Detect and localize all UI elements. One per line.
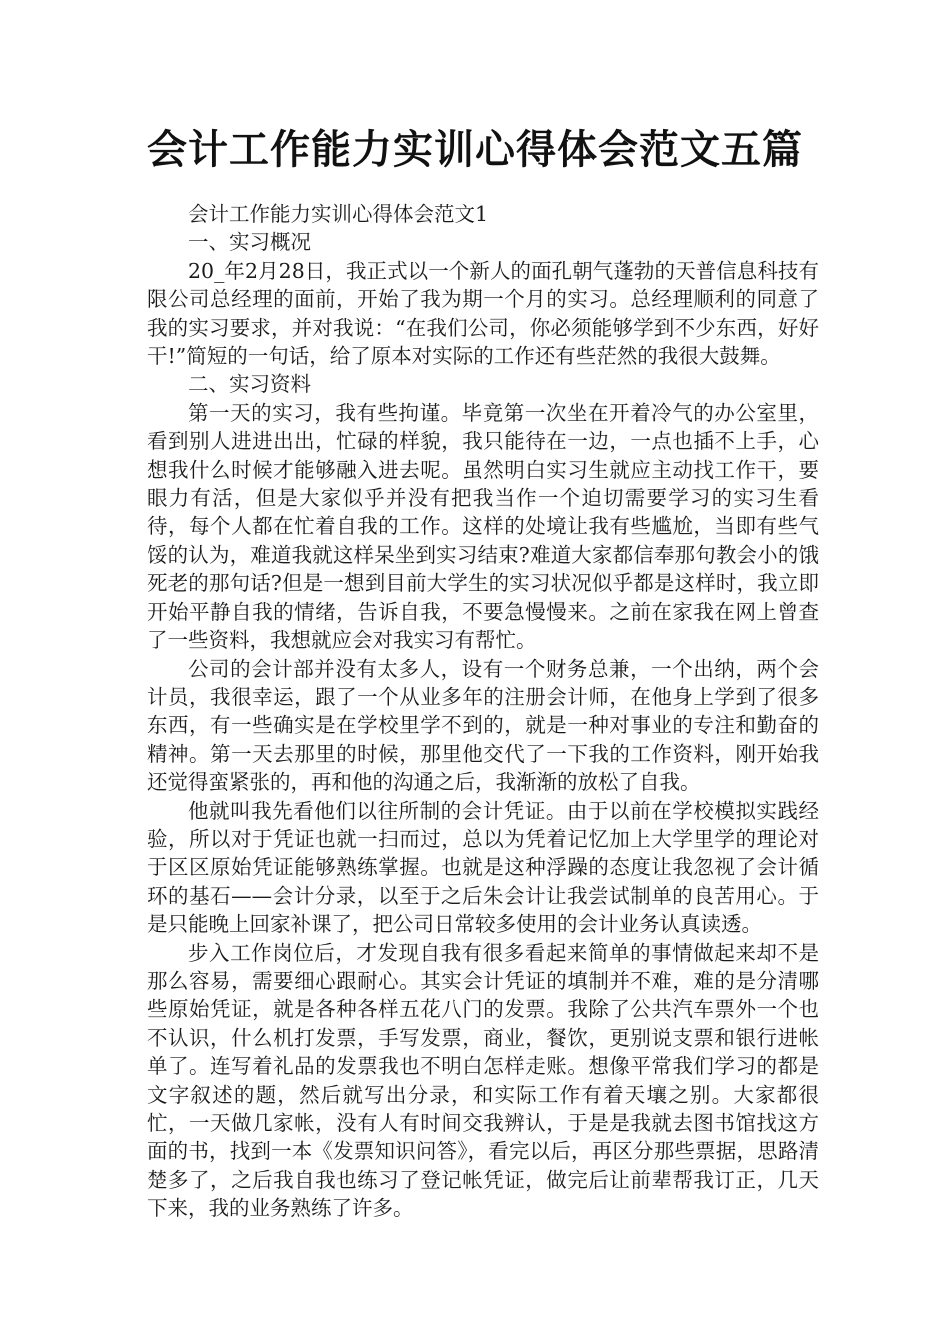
document-body [147, 200, 819, 1223]
paragraph: 公司的会计部并没有太多人，设有一个财务总兼，一个出纳，两个会计员，我很幸运，跟了一个从业多年的注册会计师，在他身上学到了很多东西，有一些确实是在学校里学不到的，就是一种对事业的专注和勤奋的精神。第一天去那里的时候，那里他交代了一下我的工作资料，刚开始我还觉得蛮紧张的，再和他的沟通之后，我渐渐的放松了自我。 [147, 656, 819, 795]
paragraph: 20_年2月28日，我正式以一个新人的面孔朝气蓬勃的天普信息科技有限公司总经理的面前，开始了我为期一个月的实习。总经理顺利的同意了我的实习要求，并对我说：“在我们公司，你必须能够学到不少东西，好好干!”简短的一句话，给了原本对实际的工作还有些茫然的我很大鼓舞。 [147, 258, 819, 369]
section-heading-overview: 一、实习概况 [188, 230, 311, 255]
essay-subtitle: 会计工作能力实训心得体会范文1 [188, 202, 489, 226]
paragraph: 步入工作岗位后，才发现自我有很多看起来简单的事情做起来却不是那么容易，需要细心跟耐心。其实会计凭证的填制并不难，难的是分清哪些原始凭证，就是各种各样五花八门的发票。我除了公共汽车票外一个也不认识，什么机打发票，手写发票，商业，餐饮，更别说支票和银行进帐单了。连写着礼品的发票我也不明白怎样走账。想像平常我们学习的都是文字叙述的题，然后就写出分录，和实际工作有着天壤之别。大家都很忙，一天做几家帐，没有人有时间交我辨认，于是是我就去图书馆找这方面的书，找到一本《发票知识问答》，看完以后，再区分那些票据，思路清楚多了，之后我自我也练习了登记帐凭证，做完后让前辈帮我订正，几天下来，我的业务熟练了许多。 [147, 940, 819, 1221]
paragraph: 第一天的实习，我有些拘谨。毕竟第一次坐在开着冷气的办公室里，看到别人进进出出，忙碌的样貌，我只能待在一边，一点也插不上手，心想我什么时候才能够融入进去呢。虽然明白实习生就应主动找工作干，要眼力有活，但是大家似乎并没有把我当作一个迫切需要学习的实习生看待，每个人都在忙着自我的工作。这样的处境让我有些尴尬，当即有些气馁的认为，难道我就这样呆坐到实习结束?难道大家都信奉那句教会小的饿死老的那句话?但是一想到目前大学生的实习状况似乎都是这样时，我立即开始平静自我的情绪，告诉自我，不要急慢慢来。之前在家我在网上曾查了一些资料，我想就应会对我实习有帮忙。 [147, 400, 819, 653]
page-title: 会计工作能力实训心得体会范文五篇 [147, 127, 803, 173]
paragraph: 他就叫我先看他们以往所制的会计凭证。由于以前在学校模拟实践经验，所以对于凭证也就一扫而过，总以为凭着记忆加上大学里学的理论对于区区原始凭证能够熟练掌握。也就是这种浮躁的态度让我忽视了会计循环的基石——会计分录，以至于之后朱会计让我尝试制单的良苦用心。于是只能晚上回家补课了，把公司日常较多使用的会计业务认真读透。 [147, 798, 819, 937]
section-heading-materials: 二、实习资料 [188, 372, 311, 397]
